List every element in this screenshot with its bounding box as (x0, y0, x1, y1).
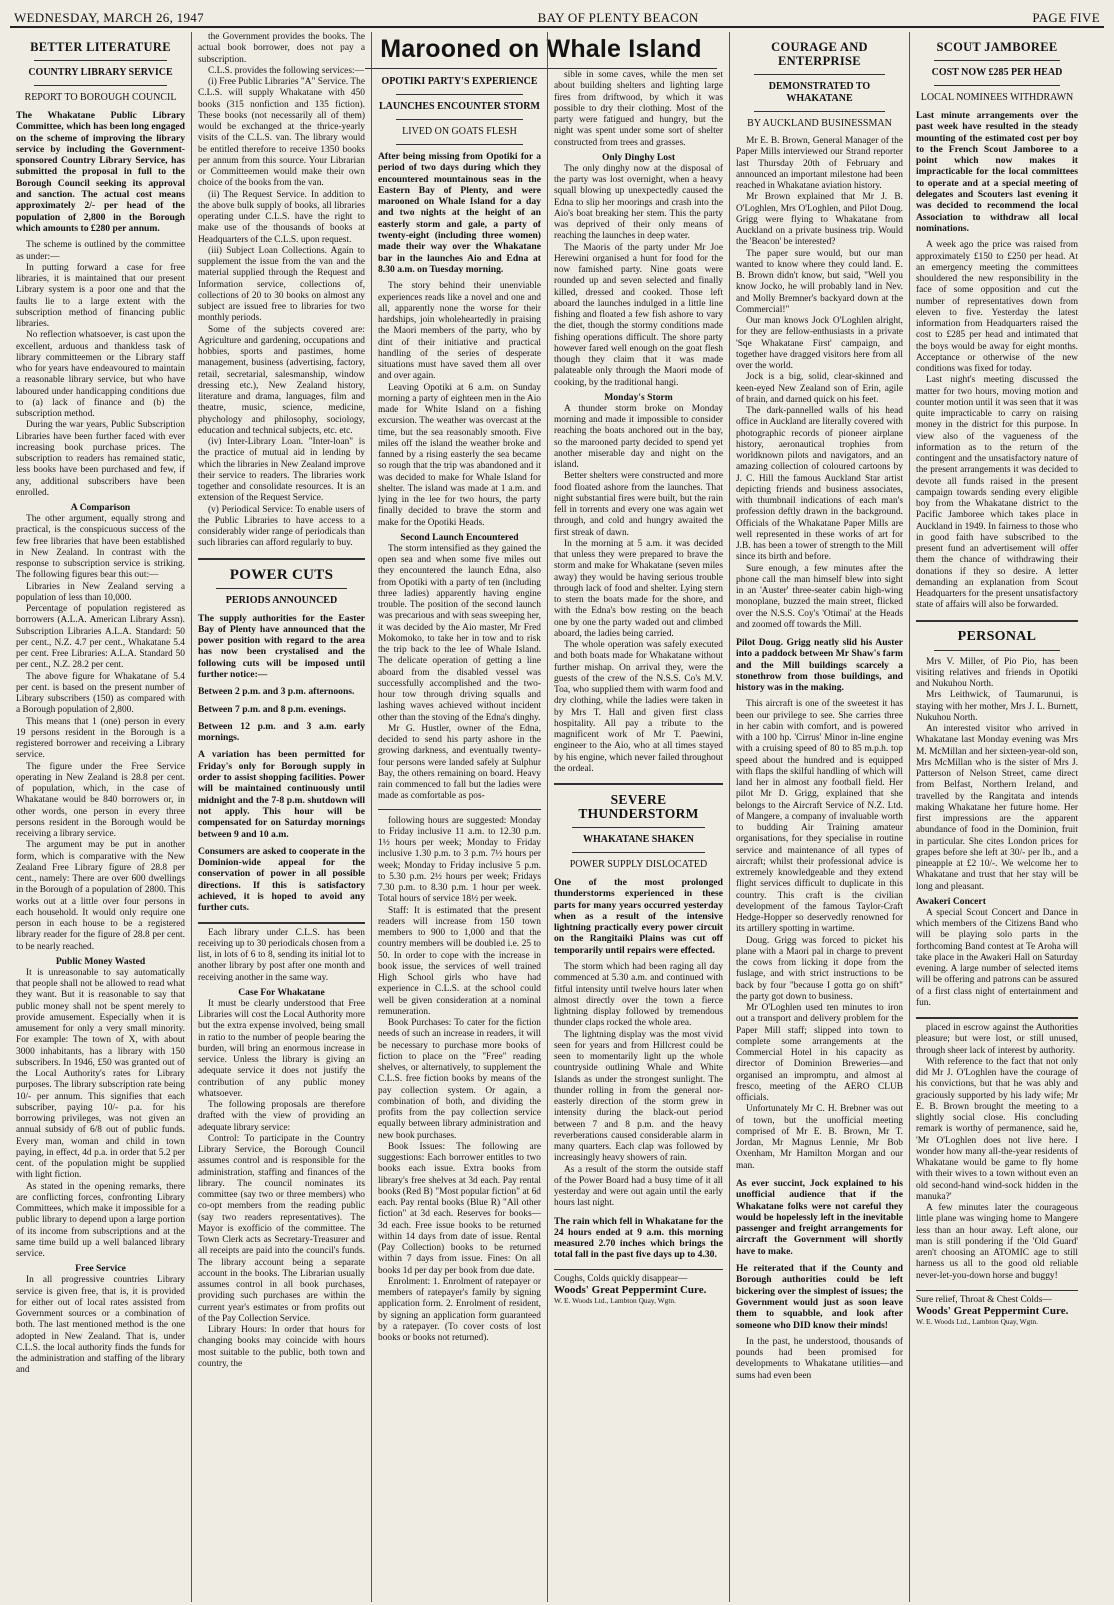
library-paragraph: (i) Free Public Libraries "A" Service. The C.L.S. will supply Whakatane with 450 books (315 nonfiction and 135 fiction). These books (not necessarily all of them) would be exchanged at the thrice-yearly visits of the C.L.S. van. The library would be entitled therefore to receive 1350 books per annum from this source. Your Librarian or Committeemen would make their own choice of the books from the van. (198, 77, 365, 189)
personal-subhead: Awakeri Concert (916, 895, 986, 907)
courage-paragraph: placed in escrow against the Authorities pleasure; but were lost, or still unused, through sheer lack of interest by authority. (916, 1023, 1078, 1056)
library-paragraph: The following proposals are therefore drafted with the view of providing an adequate library service: (198, 1100, 365, 1133)
library-headline: BETTER LITERATURE (30, 40, 171, 54)
marooned-deck-1: OPOTIKI PARTY'S EXPERIENCE (381, 76, 538, 87)
courage-headline: COURAGE AND ENTERPRISE (771, 40, 868, 68)
power-paragraph: Consumers are asked to cooperate in the Dominion-wide appeal for the conservation of power in all possible directions. If this is satisfactory achieved, it is hoped to avoid any further cuts. (198, 845, 365, 914)
library-paragraph: No reflection whatsoever, is cast upon the excellent, arduous and thankless task of library committeemen or the Library staff who for years have endeavoured to maintain a reasonable library service, but who have laboured under handicapping conditions due to (a) lack of finance and (b) the subscription method. (16, 330, 185, 420)
library-paragraph: In all progressive countries Library service is given free, that is, it is provided for either out of local rates assisted from Government sources or a combination of both. The last mentioned method is the one adopted in New Zealand. That is, under C.L.S. the local authority finds the funds for the administration and staffing of the library and (16, 1275, 185, 1376)
library-paragraph: The argument may be put in another form, which is comparative with the New Zealand Free Library figure of 28.8 per cent., namely: There are over 600 dwellings in the Borough of a population of 2800. This works out at a little over four persons in each household. It would only require one person in each house to be a registered library reader for the figure of 28.8 per cent. to be nearly reached. (16, 840, 185, 952)
ad-address: W. E. Woods Ltd., Lambton Quay, Wgtn. (554, 1295, 676, 1305)
marooned-paragraph: Leaving Opotiki at 6 a.m. on Sunday morning a party of eighteen men in the Aio made for White Island on a fishing excursion. The weather was overcast at the time, but the sea reasonably smooth. Five miles off the island the weather broke and fanned by a rising easterly the sea became so rough that the trip was abandoned and it was decided to make for Whale Island for shelter. The island was made at 1 a.m. and lying in the lee for two hours, the party finally decided to brave the storm and make for the Opotiki Heads. (378, 382, 541, 528)
marooned-paragraph: A thunder storm broke on Monday morning and made it impossible to consider reaching the boats anchored out in the bay, so the marooned party decided to spend yet another miserable day and night on the island. (554, 403, 723, 470)
column-4 (548, 32, 730, 1602)
courage-paragraph: Mr E. B. Brown, General Manager of the Paper Mills interviewed our Strand reporter last Thursday 20th of February and announced an important milestone had been reached in Whakatane aviation history. (736, 136, 903, 191)
ad-address: W. E. Woods Ltd., Lambton Quay, Wgtn. (916, 1316, 1038, 1326)
courage-paragraph: Jock is a big, solid, clear-skinned and keen-eyed New Zealand son of Erin, agile of brain, and darned quick on his feet. (736, 372, 903, 405)
courage-highlight: He reiterated that if the County and Borough authorities could be left bickering over the simplest of issues; the Government would just as soon leave them to squabble, and look after someone who DID know their minds! (736, 1263, 903, 1331)
scout-paragraph: Last night's meeting discussed the matter for two hours, moving motion and counter motion until it was seen that it was quite impracticable to carry on raising money in the district for this purpose. In view also of the vagueness of the information as to the return of the contingent and the unsatisfactory nature of the present arrangements it was decided to devote all funds raised in the present campaign towards sending every eligible boy from the Whakatane district to the Pacific Jamboree which takes place in Auckland in 1949. In fairness to those who in good faith have subscribed to the present fund an advertisement will offer them the chance of withdrawing their donations if they so desire. A letter demanding an explanation from Scout Headquarters for the present unsatisfactory state of affairs will also be forwarded. (916, 375, 1078, 611)
courage-paragraph: Mr O'Loghlen used ten minutes to iron out a transport and delivery problem for the Paper Mill staff; slipped into town to complete some arrangements at the Commercial Hotel in his capacity as director of Dominion Breweries—and organised an impromptu, and almost al fresco, meeting of the AERO CLUB officials. (736, 1003, 903, 1104)
marooned-subhead: Only Dinghy Lost (601, 151, 676, 163)
marooned-subhead: Monday's Storm (604, 391, 673, 403)
library-paragraph: C.L.S. provides the following services:— (208, 65, 364, 76)
thunder-paragraph: The lightning display was the most vivid seen for years and from Hillcrest could be seen to momentarily light up the whole countryside outlining Whale and White Islands as under the strongest sunlight. The thunder rolling in from the general nor-easterly direction of the storm grew in intensity during the black-out period between 7 and 8 p.m. and the heavy reverberations caused considerable alarm in many quarters. Each clap was followed by increasingly heavy showers of rain. (554, 1029, 723, 1164)
library-subhead: Public Money Wasted (55, 955, 146, 967)
library-subhead: Free Service (75, 1263, 126, 1275)
library-paragraph: Library Hours: In order that hours for changing books may coincide with hours most suitable to the public, both town and country, the (198, 1325, 365, 1369)
library-lead: The Whakatane Public Library Committee, which has been long engaged on the scheme of improving the library service by including the Government-sponsored Country Library Service, has submitted the proposal in full to the Borough Council seeking its approval and sanction. The actual cost means approximately 2/- per head of the population of 2,800 in the Borough which amounts to £280 per annum. (16, 110, 185, 234)
courage-paragraph: Doug. Grigg was forced to picket his plane with a Maori pal in charge to prevent the cows from licking it dope from the fuslage, and with strict instructions to be back by four "because I gotta go on shift" the party got down to business. (736, 935, 903, 1002)
courage-paragraph: Mr Brown explained that Mr J. B. O'Loghlen, Mrs O'Loghlen, and Pilot Doug. Grigg were flying to Whakatane from Auckland on a private business trip. Would the 'Beacon' be interested? (736, 192, 903, 248)
ad-product: Woods' Great Peppermint Cure. (916, 1304, 1069, 1317)
courage-paragraph: Our man knows Jock O'Loghlen alright, for they are fellow-enthusiasts in a private 'Sqe Whakatane First' campaign, and together have dragged visitors here from all over the world. (736, 316, 903, 371)
thunder-deck-1: WHAKATANE SHAKEN (582, 834, 695, 845)
library-subhead: Case For Whakatane (238, 986, 325, 998)
marooned-paragraph: The Maoris of the party under Mr Joe Herewini organised a hunt for food for the now famished party. Nine goats were rounded up and seven selected and finally killed, dressed and cooked. Those left aboard the launches indulged in a little line fishing and floated a few fish ashore to vary the diet, though the stormy conditions made fishing operations difficult. The shore party however fared well enough on the goat flesh though they claim that it was made palateable only through the Maori mode of cooking, by the traditional hangi. (554, 242, 723, 388)
courage-paragraph: The dark-pannelled walls of his head office in Auckland are literally covered with photographic records of pioneer airplane history, aeronautical trophies from worldknown pilots and navigators, and an amazing collection of coloured cartoons by J. C. Hill the famous Auckland Star artist depicting friends and business associates, with thumbnail indications of each man's profession deftly drawn in the background. Officials of the Whakatane Paper Mills are well represented in these works of art for J.B. has been a tower of strength to the Mill since its birth and before. (736, 406, 903, 563)
library-paragraph: Book Issues: The following are suggestions: Each borrower entitles to two books each issue. Extra books from library's free shelves at 3d each. Pay rental books (Red B) "Most popular fiction" at 6d each. Pay rental books (Blue R) "All other fiction" at 3d each. Reserves for books—3d each. Free issue books to be returned within 14 days from date of issue. Rental (Pay Collection) books to be returned within 7 days from issue. Fines: On all books 1d per day per book from due date. (378, 1141, 541, 1276)
marooned-paragraph: Mr G. Hustler, owner of the Edna, decided to send his party ashore in the growing darkness, and eventually twenty-four persons were landed safely at Sulphur Bay, the others remaining on board. Heavy rain commenced to fall but the ladies were made as comfortable as pos- (378, 723, 541, 802)
personal-headline: PERSONAL (957, 628, 1037, 644)
courage-deck-2: BY AUCKLAND BUSINESSMAN (747, 118, 892, 129)
courage-paragraph: Unfortunately Mr C. H. Brebner was out of town, but the unofficial meeting comprised of Mr E. B. Brown, Mr T. Jordan, Mr Magnus Lennie, Mr Bob Oxenham, Mr Hamilton Morgan and our man. (736, 1104, 903, 1171)
courage-deck-1: DEMONSTRATED TO WHAKATANE (768, 81, 871, 104)
library-paragraph: Each library under C.L.S. has been receiving up to 30 periodicals chosen from a list, in lots of 6 to 8, sending its initial lot to another library by post after one month and receiving another in the same way. (198, 927, 365, 983)
library-paragraph: (iii) Subject Loan Collections. Again to supplement the issue from the van and the material supplied through the Request and Information service, collections of, collections of 20 to 30 books on almost any subject are issued free to libraries for two monthly periods. (198, 245, 365, 324)
scout-deck-2: LOCAL NOMINEES WITHDRAWN (920, 92, 1074, 103)
scout-paragraph: A week ago the price was raised from approximately £150 to £250 per head. At an emergency meeting the committees shouldered the new responsibility in the face of some opposition and cut the number of representatives down from eleven to five. Yesterday the latest information from Headquarters raised the cost to £285 per head and intimated that the boys would be away for eight months. Acceptance or otherwise of the new conditions was fixed for today. (916, 240, 1078, 375)
marooned-paragraph: The storm intensified as they gained the open sea and when some five miles out they encountered the launch Edna, also from Opotiki with a party of ten (including three ladies) apparently having engine trouble. The position of the second launch was precarious and with seas sweeping her, it was decided by the Aio master, Mr Fred Mokomoko, to take her in tow and to risk the trip back to the lee of Whale Island. The delicate operation of getting a line aboard from the disabled vessel was successfully accomplished and the two-hour tow through driving squalls and lashing waves achieved without incident other than the stoving of the Edna's dinghy. (378, 543, 541, 723)
marooned-paragraph: The story behind their unenviable experiences reads like a novel and one and all, apparently none the worse for their hardships, join wholeheartedly in praising the Maori members of the party, who by dint of their initiative and practical handling of the series of desperate situations must have saved them all over and over again. (378, 281, 541, 382)
column-6 (910, 32, 1084, 1602)
library-paragraph: Percentage of population registered as borrowers (A.L.A. American Library Assn). Subscription Libraries A.L.A. Standard: 50 per cent., N.Z. 4.7 per cent., Whakatane 5.4 per cent. Free Libraries: A.L.A. Standard 50 per cent., N.Z. 28.2 per cent. (16, 604, 185, 671)
library-paragraph: The figure under the Free Service operating in New Zealand is 28.8 per cent. of population, which, in the case of Whakatane would be 840 borrowers or, in other words, one person in every three persons resident in the Borough would be receiving a library service. (16, 761, 185, 840)
power-headline: POWER CUTS (229, 566, 334, 583)
courage-paragraph: With reference to the fact that not only did Mr J. O'Loghlen have the courage of his convictions, but that he was ably and graciously supported by his lady wife; Mr E. B. Brown brought the meeting to a slightly social close. His concluding remark is worthy of permanence, said he, 'Mr O'Loghlen does not live here. I wonder how many all-the-year residents of Whakatane would be game to fly home with their wives to a town without even an old second-hand wind-sock hidden in the manuka?' (916, 1056, 1078, 1202)
library-paragraph: the Government provides the books. The actual book borrower, does not pay a subscription. (198, 32, 365, 65)
courage-highlight: Pilot Doug. Grigg neatly slid his Auster into a paddock between Mr Shaw's farm and the Mill buildings scarcely a stonethrow from those buildings, and history was in the making. (736, 637, 903, 694)
library-paragraph: (v) Periodical Service: To enable users of the Public Libraries to have access to a considerably wider range of periodicals than such libraries can afford regularly to buy. (198, 504, 365, 549)
library-subhead: A Comparison (70, 502, 131, 514)
masthead (10, 6, 1104, 28)
peppermint-ad-1 (554, 1269, 723, 1305)
library-paragraph: Book Purchases: To cater for the fiction needs of such an increase in readers, it will be necessary to purchase more books of fiction to place on the "Free" reading shelves, or alternatively, to supplement the C.L.S. free fiction books by means of the pay collection system. Or again, a combination of both, and dividing the profits from the pay collection service equally between library administration and new book purchases. (378, 1018, 541, 1141)
marooned-deck-3: LIVED ON GOATS FLESH (402, 126, 517, 137)
library-paragraph: Enrolment: 1. Enrolment of ratepayer or members of ratepayer's family by signing application form. 2. Enrolment of resident, by signing an application form guaranteed by a ratepayer. (To cover costs of lost books or books not returned). (378, 1276, 541, 1344)
library-paragraph: This means that 1 (one) person in every 19 persons resident in the Borough is a registered borrower and receiving a Library service. (16, 716, 185, 761)
issue-date: WEDNESDAY, MARCH 26, 1947 (14, 10, 204, 25)
column-2 (192, 32, 372, 1602)
library-paragraph: The other argument, equally strong and practical, is the conspicuous success of the few free libraries that have been established in New Zealand. In contrast with the response to subscription service is striking. The following figures bear this out:— (16, 514, 185, 581)
library-paragraph: During the war years, Public Subscription Libraries have been further faced with ever increasing book purchase prices. The subscription to readers has remained static, less books have been purchased and few, if any, additional subscribers have been enrolled. (16, 420, 185, 498)
courage-highlight: As ever succint, Jock explained to his unofficial audience that if the Whakatane folks were not careful they would be hopelessly left in the inevitable passenger and freight arrangements for aircraft the Government will shortly have to make. (736, 1177, 903, 1257)
column-5 (730, 32, 910, 1602)
power-deck: PERIODS ANNOUNCED (225, 594, 338, 606)
library-paragraph: In putting forward a case for free libraries, it is maintained that our present Library system is a poor one and that the faults lie to a large extent with the subscription method of financing public libraries. (16, 262, 185, 330)
library-paragraph: The scheme is outlined by the committee as under:— (16, 240, 185, 262)
library-paragraph: (iv) Inter-Library Loan. "Inter-loan" is the practice of mutual aid in lending by which the libraries in New Zealand improve their service to readers. The libraries work together and consolidate resources. It is an extension of the Request Service. (198, 437, 365, 504)
library-paragraph: Control: To participate in the Country Library Service, the Borough Council assumes control and is responsible for the administration, staffing and finances of the library. The council nominates its committee (say two or three members) who co-opt members from the reading public (say two readers representatives). The Mayor is exofficio of the committee. The Town Clerk acts as Secretary-Treasurer and all receipts are paid into the council's funds. The library account being a separate account in the books. The Librarian usually assumes control in all book purchases, providing such purchases are within the current year's estimates or from profits out of the Pay Collection Service. (198, 1133, 365, 1324)
library-paragraph: As stated in the opening remarks, there are conflicting forces, confronting Library Committees, which make it impossible for a public library to depend upon a large portion of its income from subscriptions and at the same time build up a well balanced library service. (16, 1181, 185, 1260)
library-paragraph: It is unreasonable to say automatically that people shall not be allowed to read what they want. But it is reasonable to say that public money shall not be spent merely to provide amusement. Especially when it is amusement for only a very small minority. For example: The town of X, with about 3000 inhabitants, has a library with 150 subscribers. In 1946, £50 was granted out of the Local Authority's rates for Library purposes. The library subscription rate being 10/- per annum. This signifies that each subscriber, paying 10/- p.a. for his borrowing privileges, was not given an annual subsidy of 6/8 out of public funds. Every man, woman and child in town paying, in effect, 4d p.a. in order that 5.2 per cent. of the population might be supplied with light fiction. (16, 967, 185, 1181)
scout-headline: SCOUT JAMBOREE (936, 40, 1058, 54)
courage-paragraph: This aircraft is one of the sweetest it has been our privilege to see. She carries three in her cabin with comfort, and is powered with a 100 hp. 'Cirrus' Minor in-line engine with a cruising speed of 80 to 85 m.p.h. top speed about the hundred and is equipped with flaps the skilful handling of which will land her in almost any football field. Her pilot Mr D. Grigg, explained that she belongs to the Aircraft Service of N.Z. Ltd. of Mangere, a company of invaluable worth to budding Air Training amateur organisations, for they specialise in routine service and maintenance of all types of aircraft; whilst their professional advice is extremely knowledgeable and they extend flight services difficult to duplicate in this country. This craft is the civilian development of the famous Taylor-Craft Hedge-Hopper so deservedly renowned for its artillery spotting in wartime. (736, 699, 903, 935)
courage-paragraph: A few minutes later the courageous little plane was winging home to Mangere less than an hour away. Left alone, our man is still pondering if the 'Old Guard' aren't choosing an ATOMIC age to still harness us all to the good old reliable never-let-you-down horse and buggy! (916, 1203, 1078, 1281)
power-cut-period: Between 12 p.m. and 3 a.m. early mornings. (198, 720, 365, 744)
library-paragraph: Some of the subjects covered are: Agriculture and gardening, occupations and hobbies, sports and pastimes, home management, business (advertising, factory, retail, secretarial, salesmanship, window dressing etc.), New Zealand history, literature and drama, languages, film and theatre, music, science, medicine, phychology and philosophy, sociology, education and technical subjects, etc. etc. (198, 324, 365, 436)
power-cut-period: Between 7 p.m. and 8 p.m. evenings. (198, 703, 346, 715)
scout-deck-1: COST NOW £285 PER HEAD (931, 67, 1063, 78)
thunder-rainfall: The rain which fell in Whakatane for the 24 hours ended at 9 a.m. this morning measured 2.70 inches which brings the total fall in the past five days up to 4.30. (554, 1215, 723, 1261)
power-paragraph: A variation has been permitted for Friday's only for Borough supply in order to assist shopping facilities. Power will be maintained continuously until midnight and the 7-8 p.m. shutdown will not apply. This hour will be compensated for on Saturday mornings between 9 and 10 a.m. (198, 749, 365, 840)
marooned-paragraph: The only dinghy now at the disposal of the party was lost overnight, when a heavy squall blowing up unexpectedly caused the Edna to slip her moorings and crash into the Aio's boat breaking her stem. This the party was deprived of their only means of reaching the launches in deep water. (554, 163, 723, 242)
marooned-subhead: Second Launch Encountered (400, 531, 519, 543)
courage-paragraph: In the past, he understood, thousands of pounds had been promised for developments to Whakatane utilities—and sums had even been (736, 1336, 903, 1381)
column-1 (10, 32, 192, 1602)
library-deck-2: REPORT TO BOROUGH COUNCIL (24, 92, 177, 103)
marooned-paragraph: The whole operation was safely executed and both boats made for Whakatane without further mishap. On arrival they, were the guests of the crew of the N.S.S. Co's M.V. Toa, who supplied them with warm food and dry clothing, while the ladies were taken in by Mrs T. Hall and given first class hospitality. All pay a tribute to the magnificent work of Mr T. Paewini, engineer to the Aio, who at all times stayed by his engine, which never failed throughout the ordeal. (554, 640, 723, 774)
paper-name: BAY OF PLENTY BEACON (537, 10, 699, 25)
library-paragraph: Staff: It is estimated that the present readers will increase from 150 town members to 900 to 1,000 and that the country members will be doubled i.e. 25 to 50. In order to cope with the increase in book issue, the services of well trained High School girls who have had experience in C.L.S. at the school could well be given consideration at a nominal remuneration. (378, 905, 541, 1017)
peppermint-ad-2 (916, 1290, 1078, 1326)
marooned-paragraph: sible in some caves, while the men set about building shelters and lighting large fires from driftwood, by which it was possible to dry their clothing. Most of the party were fatigued and hungry, but the night was spent under some sort of shelter constructed from trees and grasses. (554, 70, 723, 148)
ad-line: Sure relief, Throat & Chest Colds— (916, 1294, 1052, 1305)
thunder-paragraph: The storm which had been raging all day commenced at 5.30 a.m. and continued with fitful intensity until twelve hours later when almost directly over the town a fierce lightning display followed by tremendous thunder claps rocked the whole area. (554, 962, 723, 1029)
personal-paragraph: Mrs V. Miller, of Pio Pio, has been visiting relatives and friends in Opotiki and Nukuhou North. (916, 656, 1078, 690)
library-paragraph: following hours are suggested: Monday to Friday inclusive 11 a.m. to 12.30 p.m. 1½ hours per week; Monday to Friday inclusive 1.30 p.m. to 3 p.m. 7½ hours per week; Monday to Friday inclusive 5 p.m. to 5.30 p.m. 2½ hours per week; Fridays 7.30 p.m. to 8.30 p.m. 1 hour per week. Total hours of service 18½ per week. (378, 815, 541, 905)
thunder-lead: One of the most prolonged thunderstorms experienced in these parts for many years occurred yesterday when as a result of the intensive lightning practically every power circuit on the Rangitaiki Plains was cut off temporarily until repairs were effected. (554, 877, 723, 956)
library-paragraph: It must be clearly understood that Free Libraries will cost the Local Authority more but the extra expense involved, being small in ratio to the number of people bearing the burden, will bring an enormous increase in service. Unless the library is giving an adequate service it does not justify the contribution of any public money whatsoever. (198, 998, 365, 1099)
library-paragraph: The above figure for Whakatane of 5.4 per cent. is based on the present number of Library subscribers (150) as compared with a Borough population of 2,800. (16, 671, 185, 716)
personal-paragraph: A special Scout Concert and Dance in which members of the Citizens Band who will be playing solo parts in the forthcoming Band contest at Te Aroha will take place in the Awakeri Hall on Saturday evening. A large number of selected items will be offering and patrons can be assured of a first class night of entertainment and fun. (916, 907, 1078, 1008)
page-number: PAGE FIVE (1032, 10, 1100, 25)
marooned-paragraph: Better shelters were constructed and more food floated ashore from the launches. That night substantial fires were built, but the rain fell in torrents and every one was again wet through, and cold and hungry awaited the first streak of dawn. (554, 471, 723, 538)
marooned-paragraph: In the morning at 5 a.m. it was decided that unless they were prepared to brave the storm and make for Whakatane (seven miles away) they would be having serious trouble through lack of food and shelter. Lying stern to stern the boats made for the shore, and with the Edna's bow resting on the beach one by one the party waded out and climbed aboard, the ladies being carried. (554, 538, 723, 639)
power-lead: The supply authorities for the Easter Bay of Plenty have announced that the power position with regard to the area has now been crystalised and the following cuts will be imposed until further notice:— (198, 612, 365, 680)
marooned-lead: After being missing from Opotiki for a period of two days during which they encountered mountainous seas in the Eastern Bay of Plenty, and were marooned on Whale Island for a day and two nights at the height of an easterly storm and gale, a party of twenty-eight (including three women) made their way over the Whakatane bar in the launches Aio and Edna at 8.30 a.m. on Tuesday morning. (378, 151, 541, 275)
scout-lead: Last minute arrangements over the past week have resulted in the steady mounting of the estimated cost per boy to the French Scout Jamboree to a point which now makes it impracticable for the local committees to operate and at a special meeting of delegates and Scouters last evening it was decided to recommend the local Association to withdraw all local nominations. (916, 110, 1078, 234)
library-paragraph: (ii) The Request Service. In addition to the above bulk supply of books, all libraries operating under C.L.S. have the right to make use of the thousands of books at Headquarters of the C.L.S. upon request. (198, 189, 365, 245)
column-3 (372, 32, 548, 1602)
courage-paragraph: The paper sure would, but our man wanted to know where they could land. E. B. Brown didn't know, but said, "Well you know Jocko, he will probably land in Nev. and Molly Bremner's backyard down at the Commercial!" (736, 248, 903, 315)
personal-paragraph: Mrs Leithwick, of Taumarunui, is staying with her mother, Mrs J. L. Burnett, Nukuhou North. (916, 690, 1078, 723)
ad-product: Woods' Great Peppermint Cure. (554, 1283, 707, 1296)
thunder-paragraph: As a result of the storm the outside staff of the Power Board had a busy time of it all yesterday and were out again until the early hours last night. (554, 1164, 723, 1209)
marooned-headline: Marooned on Whale Island (365, 34, 717, 69)
library-deck-1: COUNTRY LIBRARY SERVICE (28, 67, 173, 78)
thunder-deck-2: POWER SUPPLY DISLOCATED (569, 859, 708, 870)
personal-paragraph: An interested visitor who arrived in Whakatane last Monday evening was Mrs M. McMillan and her sixteen-year-old son, Mrs McMillan who is the sister of Mrs J. Patterson of Nelson Street, came direct from Belfast, Northern Ireland, and travelled by the Rangitata and intends making Whakatane her future home. Her first impressions are the apparent abundance of food in the Dominion, fruit in particular. She cites London prices for grapes before she left at 30/- per lb., and a pineapple at £2 10/-. We welcome her to Whakatane and trust that her stay will be long and pleasant. (916, 724, 1078, 892)
ad-line: Coughs, Colds quickly disappear— (554, 1273, 688, 1284)
library-paragraph: Libraries in New Zealand serving a population of less than 10,000. (16, 581, 185, 603)
courage-paragraph: Sure enough, a few minutes after the phone call the man himself blew into sight in an 'Auster' three-seater cabin high-wing monoplane, buzzed the main street, flicked over the N.S.S. Coy's 'Otimai' at the Heads and zoomed off towards the Mill. (736, 563, 903, 630)
power-cut-period: Between 2 p.m. and 3 p.m. afternoons. (198, 686, 355, 698)
marooned-deck-2: LAUNCHES ENCOUNTER STORM (379, 101, 540, 112)
thunder-headline: SEVERE THUNDERSTORM (578, 792, 699, 821)
